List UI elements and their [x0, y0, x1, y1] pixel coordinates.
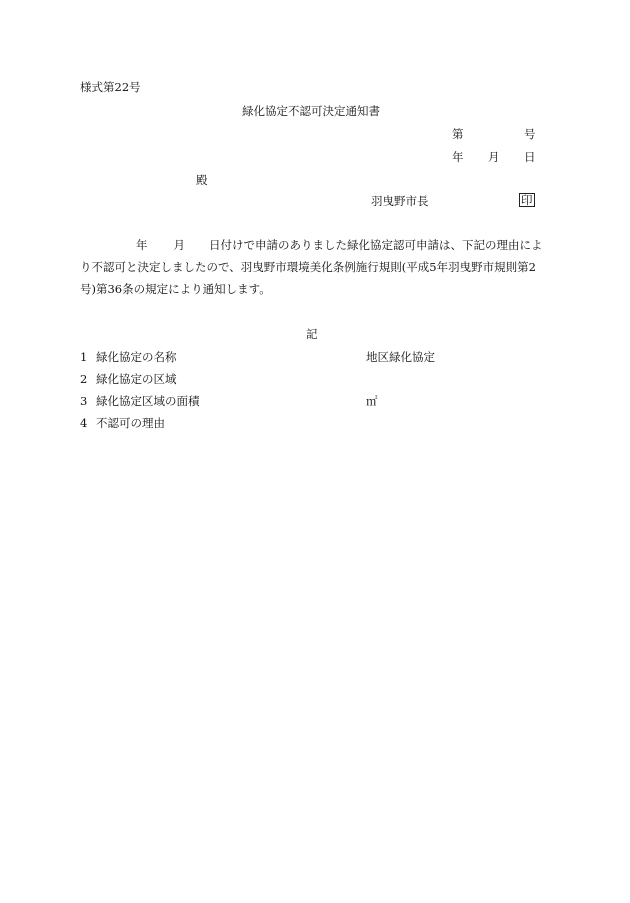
item-3-number: 3: [80, 394, 88, 408]
item-3-value: ㎡: [366, 394, 378, 408]
body-paragraph: [80, 234, 550, 300]
ref-number-suffix: 号: [524, 127, 536, 141]
item-2-number: 2: [80, 372, 88, 386]
item-2-label: 緑化協定の区域: [96, 372, 177, 386]
body-text: 日付けで申請のありました緑化協定認可申請は、下記の理由により不認可と決定しましたので、羽曳野市環境美化条例施行規則(平成5年羽曳野市規則第2号)第36条の規定により通知します。: [80, 238, 543, 296]
item-4-label: 不認可の理由: [96, 416, 165, 430]
item-1-value: 地区緑化協定: [366, 350, 435, 364]
item-3-label: 緑化協定区域の面積: [96, 394, 200, 408]
body-date-year: 年: [136, 238, 148, 252]
issuer-title: 羽曳野市長: [371, 194, 429, 208]
date-year-label: 年: [452, 150, 464, 164]
addressee-suffix: 殿: [196, 173, 208, 187]
body-date-month: 月: [173, 238, 185, 252]
date-month-label: 月: [488, 150, 500, 164]
item-1-label: 緑化協定の名称: [96, 350, 177, 364]
seal-mark: [519, 193, 535, 207]
item-1-number: 1: [80, 350, 88, 364]
form-number: 様式第22号: [80, 80, 141, 94]
document-title: 緑化協定不認可決定通知書: [242, 104, 380, 118]
ki-heading: 記: [306, 327, 318, 341]
seal-text: 印: [521, 193, 533, 207]
item-4-number: 4: [80, 416, 88, 430]
date-day-label: 日: [524, 150, 536, 164]
ref-number-prefix: 第: [452, 127, 464, 141]
